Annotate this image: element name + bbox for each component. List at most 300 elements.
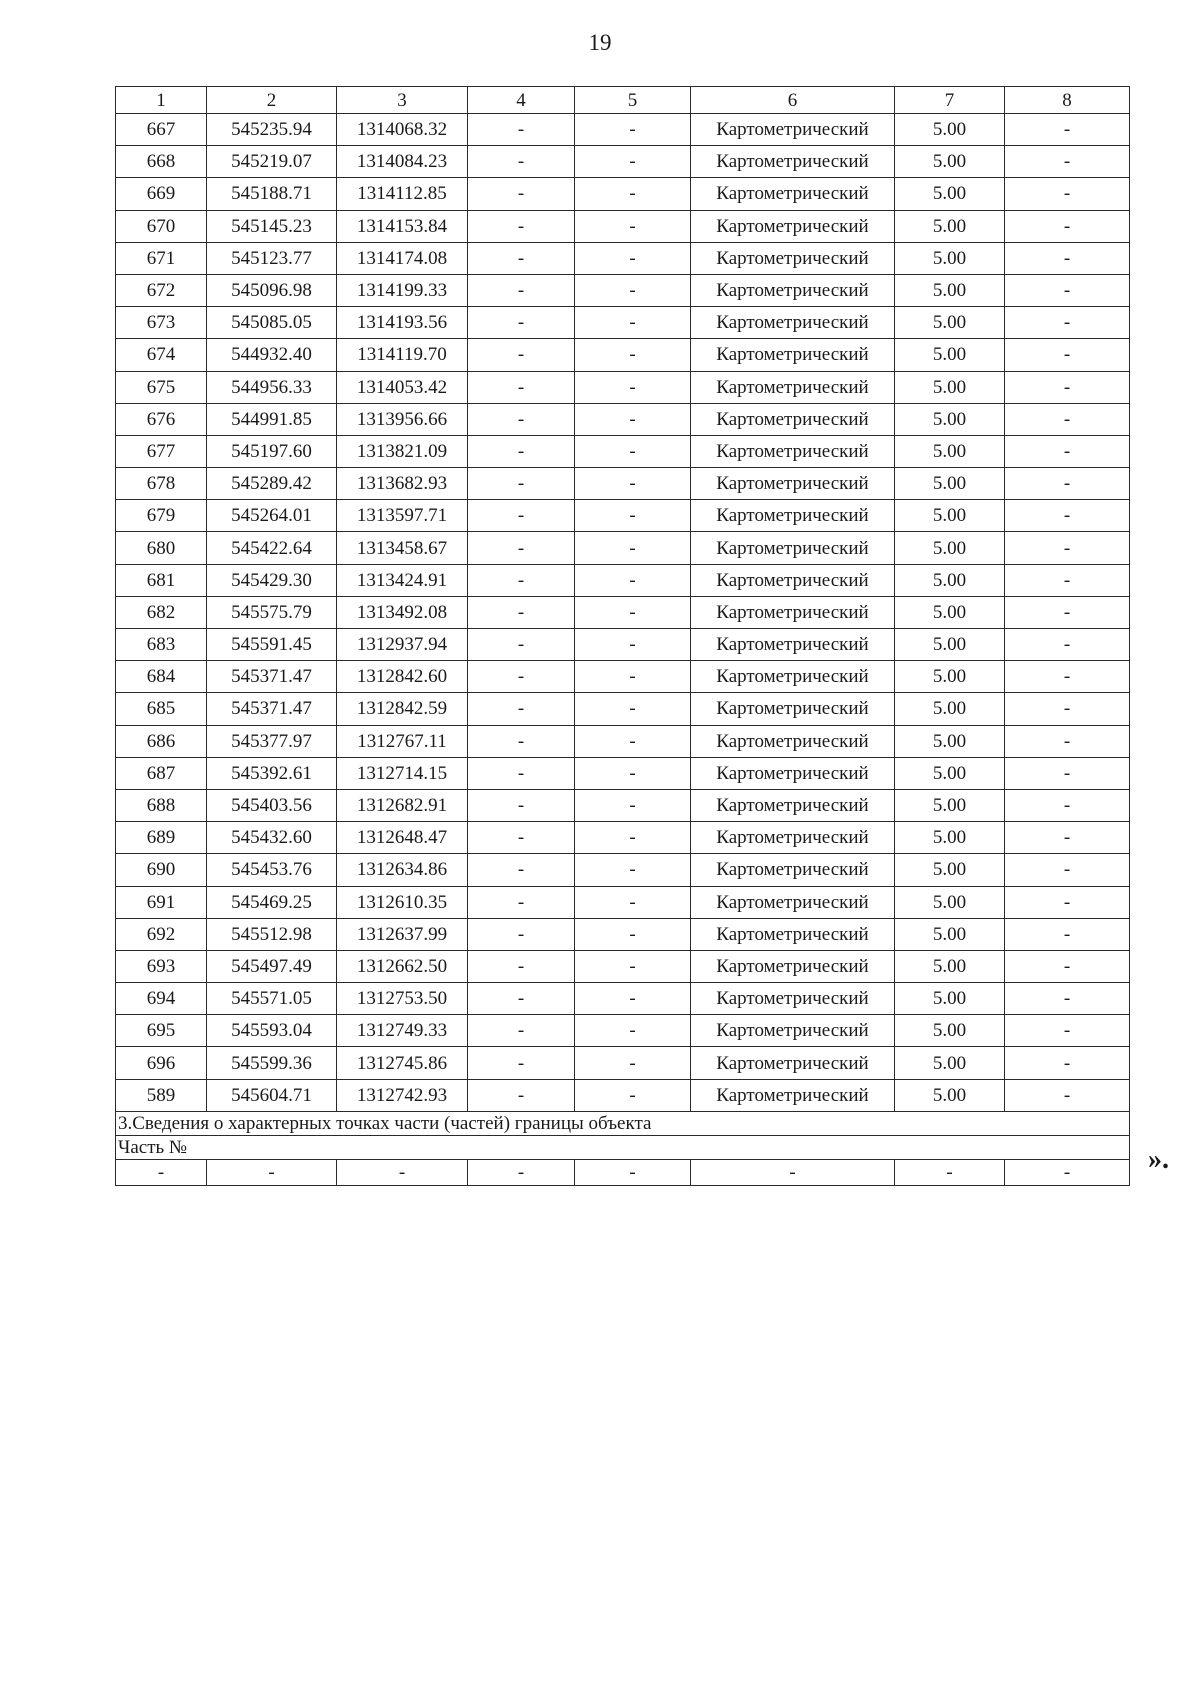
table-cell: 545264.01: [207, 500, 337, 532]
table-cell: 5.00: [895, 1079, 1005, 1111]
table-cell: 545392.61: [207, 757, 337, 789]
table-cell: -: [468, 403, 575, 435]
table-cell: -: [1005, 532, 1130, 564]
table-cell: -: [575, 468, 691, 500]
table-row: [116, 693, 1130, 725]
table-cell: 1312714.15: [337, 757, 468, 789]
table-cell: -: [575, 146, 691, 178]
table-cell: 1312610.35: [337, 886, 468, 918]
table-cell: -: [1005, 1079, 1130, 1111]
table-cell: Картометрический: [691, 146, 895, 178]
table-cell: 545096.98: [207, 274, 337, 306]
table-cell: 1314193.56: [337, 307, 468, 339]
table-row: [116, 210, 1130, 242]
table-cell: 1312637.99: [337, 918, 468, 950]
table-cell: Картометрический: [691, 500, 895, 532]
table-cell: -: [1005, 950, 1130, 982]
table-cell: -: [1005, 242, 1130, 274]
table-cell: Картометрический: [691, 435, 895, 467]
table-cell: -: [468, 918, 575, 950]
table-cell: 1312634.86: [337, 854, 468, 886]
table-row: [116, 983, 1130, 1015]
table-cell: -: [1005, 339, 1130, 371]
table-cell: Картометрический: [691, 596, 895, 628]
table-cell: Картометрический: [691, 1015, 895, 1047]
table-cell: 5.00: [895, 242, 1005, 274]
table-cell: 680: [116, 532, 207, 564]
table-cell: -: [575, 1047, 691, 1079]
table-cell: -: [691, 1159, 895, 1185]
table-cell: 544956.33: [207, 371, 337, 403]
table-cell: 1314112.85: [337, 178, 468, 210]
table-cell: Картометрический: [691, 339, 895, 371]
table-cell: 1313956.66: [337, 403, 468, 435]
table-cell: 5.00: [895, 500, 1005, 532]
table-row: [116, 564, 1130, 596]
table-row: [116, 146, 1130, 178]
table-cell: 545429.30: [207, 564, 337, 596]
table-row: [116, 532, 1130, 564]
table-cell: -: [468, 564, 575, 596]
header-cell: 8: [1005, 87, 1130, 114]
table-cell: 671: [116, 242, 207, 274]
table-cell: 1314174.08: [337, 242, 468, 274]
table-cell: -: [575, 307, 691, 339]
table-cell: -: [1005, 146, 1130, 178]
table-cell: 677: [116, 435, 207, 467]
table-cell: -: [575, 339, 691, 371]
table-cell: -: [575, 886, 691, 918]
table-cell: -: [575, 983, 691, 1015]
table-cell: 545145.23: [207, 210, 337, 242]
table-cell: Картометрический: [691, 178, 895, 210]
table-row: [116, 725, 1130, 757]
table-cell: Картометрический: [691, 564, 895, 596]
table-cell: 685: [116, 693, 207, 725]
table-cell: 668: [116, 146, 207, 178]
table-cell: Картометрический: [691, 789, 895, 821]
table-cell: -: [1005, 596, 1130, 628]
table-cell: -: [1005, 886, 1130, 918]
table-cell: 545377.97: [207, 725, 337, 757]
table-cell: -: [1005, 854, 1130, 886]
table-cell: -: [575, 629, 691, 661]
table-cell: -: [468, 629, 575, 661]
table-cell: -: [575, 596, 691, 628]
table-cell: Картометрический: [691, 725, 895, 757]
table-cell: 5.00: [895, 1047, 1005, 1079]
table-row: [116, 822, 1130, 854]
table-cell: 545604.71: [207, 1079, 337, 1111]
table-cell: -: [575, 210, 691, 242]
table-cell: -: [575, 564, 691, 596]
page-number: 19: [588, 30, 612, 55]
table-cell: Картометрический: [691, 757, 895, 789]
table-cell: 1312749.33: [337, 1015, 468, 1047]
table-cell: -: [468, 371, 575, 403]
table-cell: 5.00: [895, 114, 1005, 146]
table-cell: -: [468, 725, 575, 757]
table-cell: Картометрический: [691, 210, 895, 242]
table-cell: 545432.60: [207, 822, 337, 854]
table-cell: -: [575, 918, 691, 950]
table-cell: -: [575, 1079, 691, 1111]
table-cell: 1312682.91: [337, 789, 468, 821]
table-cell: 688: [116, 789, 207, 821]
table-cell: 684: [116, 661, 207, 693]
table-cell: -: [1005, 725, 1130, 757]
table-cell: 1312648.47: [337, 822, 468, 854]
table-cell: -: [468, 500, 575, 532]
table-cell: Картометрический: [691, 886, 895, 918]
table-body: [116, 87, 1130, 1186]
table-cell: -: [468, 1079, 575, 1111]
table-cell: 545085.05: [207, 307, 337, 339]
table-cell: 690: [116, 854, 207, 886]
table-cell: -: [1005, 371, 1130, 403]
table-cell: 5.00: [895, 661, 1005, 693]
table-cell: -: [895, 1159, 1005, 1185]
table-cell: -: [468, 339, 575, 371]
table-cell: -: [468, 468, 575, 500]
table-cell: Картометрический: [691, 918, 895, 950]
table-cell: Картометрический: [691, 468, 895, 500]
table-cell: 1312745.86: [337, 1047, 468, 1079]
table-cell: 5.00: [895, 178, 1005, 210]
table-row: [116, 242, 1130, 274]
table-cell: -: [468, 1047, 575, 1079]
table-cell: 545289.42: [207, 468, 337, 500]
table-row: [116, 1015, 1130, 1047]
table-cell: 1314053.42: [337, 371, 468, 403]
table-cell: 545235.94: [207, 114, 337, 146]
table-cell: -: [1005, 983, 1130, 1015]
table-cell: 545453.76: [207, 854, 337, 886]
section-title-row: [116, 1111, 1130, 1135]
table-cell: 1314119.70: [337, 339, 468, 371]
table-cell: 545593.04: [207, 1015, 337, 1047]
table-cell: 670: [116, 210, 207, 242]
table-cell: 5.00: [895, 146, 1005, 178]
table-cell: -: [1005, 1047, 1130, 1079]
header-cell: 3: [337, 87, 468, 114]
table-cell: -: [575, 822, 691, 854]
header-cell: 5: [575, 87, 691, 114]
table-row: [116, 596, 1130, 628]
table-cell: 681: [116, 564, 207, 596]
table-cell: 545512.98: [207, 918, 337, 950]
table-cell: 679: [116, 500, 207, 532]
table-cell: -: [468, 983, 575, 1015]
table-cell: 5.00: [895, 629, 1005, 661]
table-cell: -: [575, 950, 691, 982]
table-cell: 683: [116, 629, 207, 661]
table-cell: -: [1005, 757, 1130, 789]
table-cell: 687: [116, 757, 207, 789]
table-cell: -: [575, 1015, 691, 1047]
table-cell: 5.00: [895, 403, 1005, 435]
table-cell: 1313597.71: [337, 500, 468, 532]
table-cell: -: [468, 757, 575, 789]
part-label: Часть №: [116, 1135, 1130, 1159]
table-cell: -: [1005, 274, 1130, 306]
table-cell: -: [468, 596, 575, 628]
table-cell: Картометрический: [691, 307, 895, 339]
table-cell: -: [468, 307, 575, 339]
table-cell: 5.00: [895, 950, 1005, 982]
table-row: [116, 468, 1130, 500]
table-row: [116, 435, 1130, 467]
table-cell: 5.00: [895, 210, 1005, 242]
table-cell: Картометрический: [691, 950, 895, 982]
table-row: [116, 500, 1130, 532]
table-cell: -: [1005, 307, 1130, 339]
table-row: [116, 629, 1130, 661]
table-cell: 5.00: [895, 693, 1005, 725]
table-row: [116, 1079, 1130, 1111]
table-cell: -: [468, 274, 575, 306]
table-row: [116, 1047, 1130, 1079]
table-cell: Картометрический: [691, 371, 895, 403]
table-cell: 5.00: [895, 1015, 1005, 1047]
table-cell: Картометрический: [691, 629, 895, 661]
table-cell: -: [1005, 500, 1130, 532]
table-cell: -: [468, 822, 575, 854]
table-cell: -: [1005, 918, 1130, 950]
table-cell: -: [1005, 564, 1130, 596]
table-cell: 545575.79: [207, 596, 337, 628]
table-cell: -: [468, 178, 575, 210]
table-cell: -: [207, 1159, 337, 1185]
table-cell: 695: [116, 1015, 207, 1047]
table-cell: Картометрический: [691, 114, 895, 146]
table-cell: 674: [116, 339, 207, 371]
table-cell: 1312742.93: [337, 1079, 468, 1111]
table-cell: Картометрический: [691, 242, 895, 274]
table-cell: 672: [116, 274, 207, 306]
table-cell: 545599.36: [207, 1047, 337, 1079]
table-cell: 689: [116, 822, 207, 854]
table-cell: -: [1005, 661, 1130, 693]
table-cell: 5.00: [895, 822, 1005, 854]
table-cell: 5.00: [895, 854, 1005, 886]
table-cell: Картометрический: [691, 1079, 895, 1111]
header-cell: 4: [468, 87, 575, 114]
table-cell: -: [575, 725, 691, 757]
table-cell: 673: [116, 307, 207, 339]
table-cell: 1312842.59: [337, 693, 468, 725]
table-cell: 1312662.50: [337, 950, 468, 982]
table-cell: -: [1005, 629, 1130, 661]
table-cell: -: [468, 532, 575, 564]
table-cell: 545197.60: [207, 435, 337, 467]
table-row: [116, 403, 1130, 435]
table-cell: 5.00: [895, 274, 1005, 306]
table-cell: -: [1005, 1159, 1130, 1185]
table-cell: 5.00: [895, 468, 1005, 500]
table-row: [116, 371, 1130, 403]
table-cell: 667: [116, 114, 207, 146]
table-cell: 5.00: [895, 886, 1005, 918]
table-cell: -: [575, 789, 691, 821]
section-title: 3.Сведения о характерных точках части (частей) границы объекта: [116, 1111, 1130, 1135]
header-cell: 1: [116, 87, 207, 114]
table-cell: 1313458.67: [337, 532, 468, 564]
table-row: [116, 757, 1130, 789]
table-row: [116, 789, 1130, 821]
table-cell: -: [575, 274, 691, 306]
table-cell: -: [575, 854, 691, 886]
table-cell: 1313682.93: [337, 468, 468, 500]
table-cell: 686: [116, 725, 207, 757]
table-cell: 5.00: [895, 371, 1005, 403]
table-cell: -: [575, 532, 691, 564]
table-cell: 545219.07: [207, 146, 337, 178]
table-cell: Картометрический: [691, 661, 895, 693]
header-cell: 6: [691, 87, 895, 114]
table-cell: -: [468, 854, 575, 886]
header-cell: 2: [207, 87, 337, 114]
table-cell: 1312937.94: [337, 629, 468, 661]
table-row: [116, 114, 1130, 146]
table-cell: -: [575, 403, 691, 435]
table-cell: -: [575, 757, 691, 789]
table-cell: 545371.47: [207, 693, 337, 725]
boundary-points-table: [115, 86, 1130, 1186]
table-cell: -: [337, 1159, 468, 1185]
table-cell: -: [468, 114, 575, 146]
table-cell: -: [116, 1159, 207, 1185]
table-cell: 5.00: [895, 564, 1005, 596]
table-cell: -: [575, 661, 691, 693]
table-cell: 1314068.32: [337, 114, 468, 146]
table-cell: Картометрический: [691, 693, 895, 725]
table-cell: 5.00: [895, 307, 1005, 339]
table-cell: 1314084.23: [337, 146, 468, 178]
table-cell: 1312753.50: [337, 983, 468, 1015]
table-cell: 696: [116, 1047, 207, 1079]
table-cell: 545497.49: [207, 950, 337, 982]
table-cell: -: [575, 371, 691, 403]
table-row: [116, 918, 1130, 950]
table-cell: -: [468, 210, 575, 242]
table-cell: Картометрический: [691, 403, 895, 435]
table-cell: 694: [116, 983, 207, 1015]
table-cell: -: [468, 789, 575, 821]
table-cell: -: [468, 693, 575, 725]
table-cell: -: [1005, 114, 1130, 146]
table-cell: 5.00: [895, 339, 1005, 371]
table-cell: -: [468, 950, 575, 982]
table-cell: 545571.05: [207, 983, 337, 1015]
empty-part-row: [116, 1159, 1130, 1185]
table-cell: 5.00: [895, 725, 1005, 757]
table-cell: 691: [116, 886, 207, 918]
table-cell: -: [1005, 789, 1130, 821]
header-cell: 7: [895, 87, 1005, 114]
table-cell: -: [575, 178, 691, 210]
table-cell: 545591.45: [207, 629, 337, 661]
table-cell: 1312842.60: [337, 661, 468, 693]
table-cell: 5.00: [895, 757, 1005, 789]
table-cell: 545469.25: [207, 886, 337, 918]
table-cell: 5.00: [895, 983, 1005, 1015]
table-cell: 1312767.11: [337, 725, 468, 757]
table-row: [116, 178, 1130, 210]
table-row: [116, 339, 1130, 371]
table-cell: -: [575, 693, 691, 725]
table-cell: 5.00: [895, 435, 1005, 467]
table-cell: -: [468, 242, 575, 274]
table-cell: 676: [116, 403, 207, 435]
table-row: [116, 950, 1130, 982]
table-cell: -: [1005, 178, 1130, 210]
table-cell: -: [1005, 822, 1130, 854]
table-cell: -: [575, 435, 691, 467]
table-cell: -: [468, 435, 575, 467]
table-cell: 545422.64: [207, 532, 337, 564]
table-row: [116, 661, 1130, 693]
table-row: [116, 854, 1130, 886]
table-cell: 682: [116, 596, 207, 628]
table-cell: 669: [116, 178, 207, 210]
table-cell: 5.00: [895, 789, 1005, 821]
table-cell: -: [575, 1159, 691, 1185]
table-cell: -: [1005, 435, 1130, 467]
table-cell: -: [575, 242, 691, 274]
table-cell: -: [468, 886, 575, 918]
closing-quote: ».: [1148, 1144, 1169, 1175]
table-cell: Картометрический: [691, 532, 895, 564]
table-cell: -: [575, 114, 691, 146]
table-cell: 1313821.09: [337, 435, 468, 467]
table-cell: -: [468, 146, 575, 178]
table-cell: -: [1005, 210, 1130, 242]
table-cell: 589: [116, 1079, 207, 1111]
table-cell: Картометрический: [691, 983, 895, 1015]
table-cell: Картометрический: [691, 822, 895, 854]
table-cell: 544991.85: [207, 403, 337, 435]
table-cell: 545188.71: [207, 178, 337, 210]
table-cell: -: [575, 500, 691, 532]
table-cell: 5.00: [895, 918, 1005, 950]
table-cell: 693: [116, 950, 207, 982]
table-cell: -: [468, 1159, 575, 1185]
table-cell: 544932.40: [207, 339, 337, 371]
table-cell: 678: [116, 468, 207, 500]
table-cell: 675: [116, 371, 207, 403]
table-cell: -: [1005, 468, 1130, 500]
table-cell: 5.00: [895, 532, 1005, 564]
table-cell: Картометрический: [691, 274, 895, 306]
table-cell: -: [468, 661, 575, 693]
table-cell: 5.00: [895, 596, 1005, 628]
table-cell: 545371.47: [207, 661, 337, 693]
table-cell: Картометрический: [691, 1047, 895, 1079]
table-cell: 545123.77: [207, 242, 337, 274]
table-cell: -: [1005, 693, 1130, 725]
table-cell: Картометрический: [691, 854, 895, 886]
table-cell: 545403.56: [207, 789, 337, 821]
table-cell: -: [1005, 403, 1130, 435]
table-cell: 1314153.84: [337, 210, 468, 242]
table-cell: 1313424.91: [337, 564, 468, 596]
table-row: [116, 274, 1130, 306]
part-label-row: [116, 1135, 1130, 1159]
table-row: [116, 886, 1130, 918]
table-cell: 1314199.33: [337, 274, 468, 306]
table-cell: -: [1005, 1015, 1130, 1047]
